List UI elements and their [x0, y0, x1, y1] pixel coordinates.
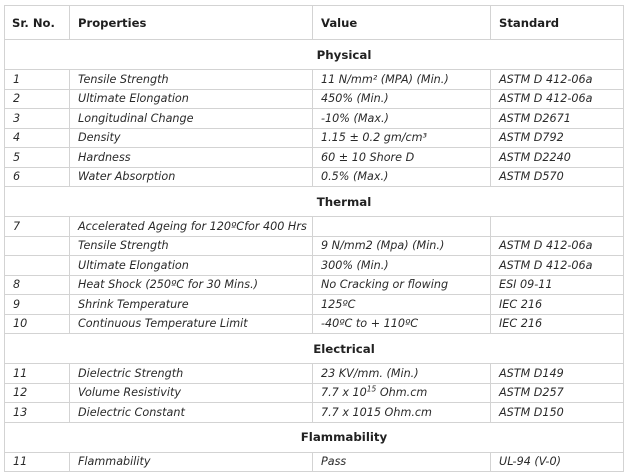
cell-sr	[5, 236, 70, 256]
cell-standard: ESI 09-11	[491, 275, 624, 295]
cell-property: Dielectric Constant	[70, 403, 313, 423]
table-row	[5, 364, 624, 384]
cell-value: 11 N/mm² (MPA) (Min.)	[313, 70, 491, 90]
section-row-physical	[5, 40, 624, 70]
cell-standard: ASTM D149	[491, 364, 624, 384]
cell-value: 9 N/mm2 (Mpa) (Min.)	[313, 236, 491, 256]
cell-standard: ASTM D 412-06a	[491, 256, 624, 276]
cell-property: Volume Resistivity	[70, 383, 313, 403]
cell-standard: IEC 216	[491, 314, 624, 334]
cell-sr: 6	[5, 167, 70, 187]
cell-value: 7.7 x 1015 Ohm.cm	[313, 403, 491, 423]
cell-property: Continuous Temperature Limit	[70, 314, 313, 334]
table-header-row	[5, 6, 624, 40]
cell-sr: 12	[5, 383, 70, 403]
cell-property: Water Absorption	[70, 167, 313, 187]
header-sr-no: Sr. No.	[5, 6, 70, 40]
specification-table	[4, 5, 624, 472]
cell-sr: 1	[5, 70, 70, 90]
cell-sr	[5, 256, 70, 276]
cell-property: Hardness	[70, 148, 313, 168]
cell-standard: IEC 216	[491, 295, 624, 315]
section-title-thermal: Thermal	[316, 194, 372, 209]
table-row	[5, 295, 624, 315]
cell-value: No Cracking or flowing	[313, 275, 491, 295]
value-exponent: 15	[366, 384, 377, 394]
cell-property: Heat Shock (250ºC for 30 Mins.)	[70, 275, 313, 295]
cell-standard: ASTM D570	[491, 167, 624, 187]
cell-value: 1.15 ± 0.2 gm/cm³	[313, 128, 491, 148]
cell-property: Shrink Temperature	[70, 295, 313, 315]
cell-value: 450% (Min.)	[313, 89, 491, 109]
cell-standard: ASTM D150	[491, 403, 624, 423]
cell-sr: 4	[5, 128, 70, 148]
cell-value: 23 KV/mm. (Min.)	[313, 364, 491, 384]
cell-sr: 11	[5, 452, 70, 472]
section-row-thermal	[5, 187, 624, 217]
cell-sr: 3	[5, 109, 70, 129]
section-title-physical: Physical	[316, 47, 372, 62]
cell-value: Pass	[313, 452, 491, 472]
cell-sr: 9	[5, 295, 70, 315]
table-row	[5, 403, 624, 423]
table-row	[5, 314, 624, 334]
cell-value: -10% (Max.)	[313, 109, 491, 129]
cell-value: 300% (Min.)	[313, 256, 491, 276]
table-row	[5, 217, 624, 237]
cell-value: 125ºC	[313, 295, 491, 315]
table-row	[5, 275, 624, 295]
cell-sr: 7	[5, 217, 70, 237]
cell-standard: ASTM D257	[491, 383, 624, 403]
table-row	[5, 109, 624, 129]
table-row	[5, 128, 624, 148]
cell-property: Density	[70, 128, 313, 148]
cell-property: Accelerated Ageing for 120ºCfor 400 Hrs	[70, 217, 313, 237]
cell-sr: 10	[5, 314, 70, 334]
table-row	[5, 89, 624, 109]
cell-standard: ASTM D 412-06a	[491, 236, 624, 256]
table-row	[5, 236, 624, 256]
cell-property: Tensile Strength	[70, 70, 313, 90]
cell-value: 60 ± 10 Shore D	[313, 148, 491, 168]
value-unit: Ohm.cm	[376, 386, 428, 400]
cell-property: Ultimate Elongation	[70, 89, 313, 109]
cell-standard: ASTM D2671	[491, 109, 624, 129]
cell-standard: ASTM D 412-06a	[491, 70, 624, 90]
cell-value	[313, 383, 491, 403]
cell-sr: 13	[5, 403, 70, 423]
cell-sr: 11	[5, 364, 70, 384]
cell-standard: UL-94 (V-0)	[491, 452, 624, 472]
table-row	[5, 148, 624, 168]
cell-value: 0.5% (Max.)	[313, 167, 491, 187]
cell-sr: 5	[5, 148, 70, 168]
cell-standard: ASTM D792	[491, 128, 624, 148]
table-row	[5, 167, 624, 187]
cell-property: Flammability	[70, 452, 313, 472]
cell-standard: ASTM D 412-06a	[491, 89, 624, 109]
header-standard: Standard	[491, 6, 624, 40]
cell-property: Longitudinal Change	[70, 109, 313, 129]
table-row	[5, 70, 624, 90]
section-row-flammability	[5, 422, 624, 452]
cell-property: Tensile Strength	[70, 236, 313, 256]
section-title-flammability: Flammability	[300, 430, 388, 444]
cell-property: Ultimate Elongation	[70, 256, 313, 276]
cell-value: -40ºC to + 110ºC	[313, 314, 491, 334]
header-properties: Properties	[70, 6, 313, 40]
cell-sr: 8	[5, 275, 70, 295]
value-base: 7.7 x 10	[321, 386, 367, 400]
spec-table-container	[4, 5, 623, 472]
cell-standard: ASTM D2240	[491, 148, 624, 168]
cell-value	[313, 217, 491, 237]
cell-property: Dielectric Strength	[70, 364, 313, 384]
table-row	[5, 383, 624, 403]
cell-sr: 2	[5, 89, 70, 109]
section-row-electrical	[5, 334, 624, 364]
section-title-electrical: Electrical	[313, 341, 375, 356]
header-value: Value	[313, 6, 491, 40]
table-row	[5, 256, 624, 276]
cell-standard	[491, 217, 624, 237]
